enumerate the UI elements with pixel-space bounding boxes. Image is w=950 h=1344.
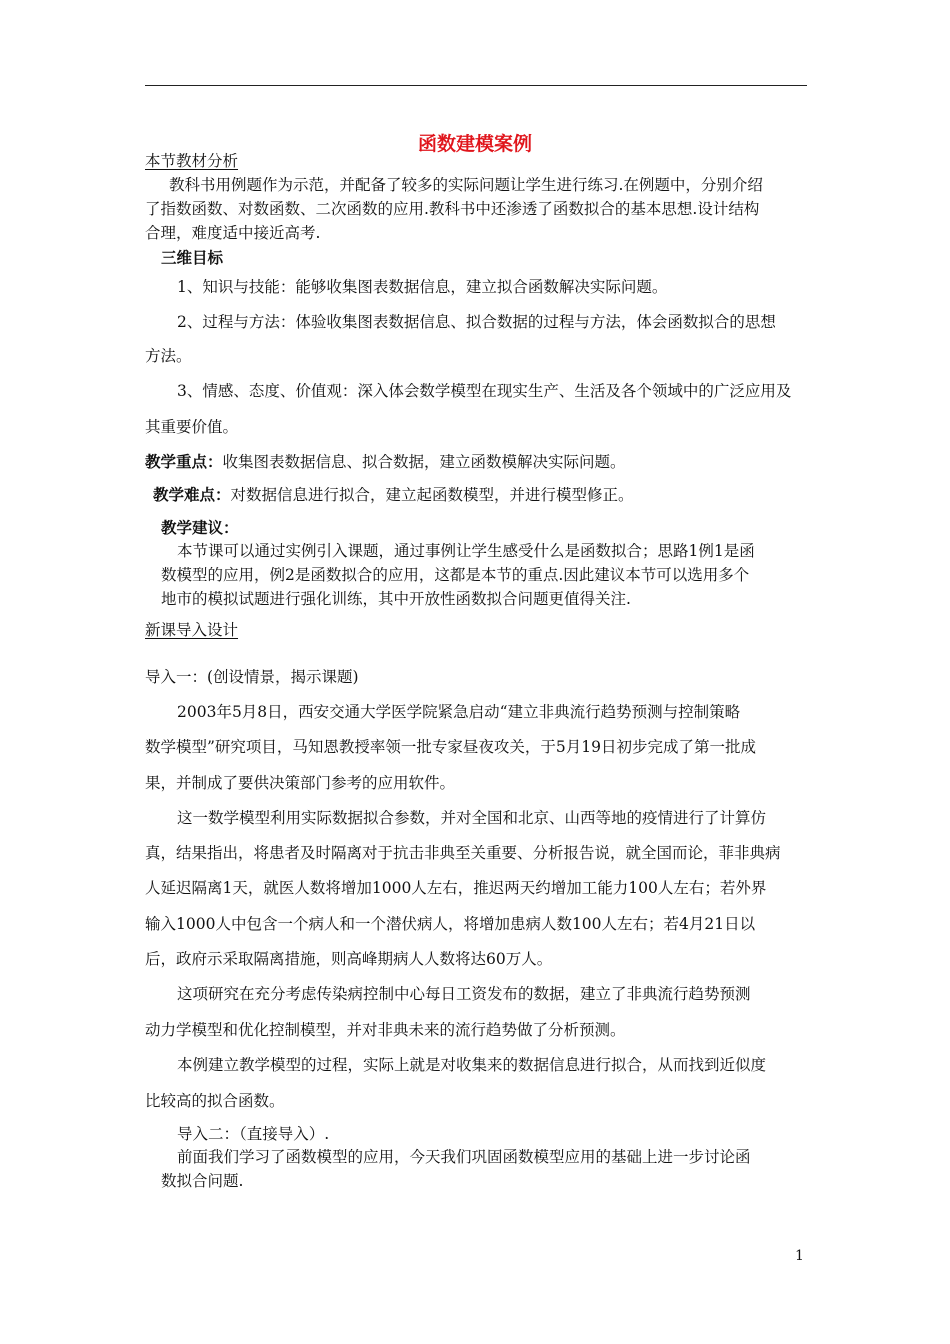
paragraph-4-line: 本例建立教学模型的过程，实际上就是对收集来的数据信息进行拟合，从而找到近似度: [177, 1056, 767, 1074]
suggestion-line: 本节课可以通过实例引入课题，通过事例让学生感受什么是函数拟合；思路1例1是函: [177, 542, 755, 560]
difficulty-text: 对数据信息进行拟合，建立起函数模型，并进行模型修正。: [230, 486, 634, 504]
analysis-line: 合理，难度适中接近高考.: [145, 224, 321, 242]
paragraph-1-line: 2003年5月8日，西安交通大学医学院紧急启动“建立非典流行趋势预测与控制策略: [177, 703, 741, 721]
analysis-line: 教科书用例题作为示范，并配备了较多的实际问题让学生进行练习.在例题中，分别介绍: [169, 176, 763, 194]
section-heading-intro: 新课导入设计: [145, 621, 239, 639]
paragraph-2-line: 输入1000人中包含一个病人和一个潜伏病人，将增加患病人数100人左右；若4月21日以: [145, 915, 756, 933]
goal-1: 1、知识与技能：能够收集图表数据信息，建立拟合函数解决实际问题。: [177, 278, 668, 296]
paragraph-5-line: 前面我们学习了函数模型的应用，今天我们巩固函数模型应用的基础上进一步讨论函: [177, 1148, 751, 1166]
goal-3-line: 3、情感、态度、价值观：深入体会数学模型在现实生产、生活及各个领域中的广泛应用及: [177, 382, 792, 400]
paragraph-3-line: 动力学模型和优化控制模型，并对非典未来的流行趋势做了分析预测。: [145, 1021, 626, 1039]
paragraph-4-line: 比较高的拟合函数。: [145, 1092, 285, 1110]
paragraph-2-line: 这一数学模型利用实际数据拟合参数，并对全国和北京、山西等地的疫情进行了计算仿: [177, 809, 767, 827]
key-text: 收集图表数据信息、拟合数据，建立函数模解决实际问题。: [222, 453, 626, 471]
intro-1-heading: 导入一：(创设情景，揭示课题): [145, 668, 359, 686]
suggestion-line: 数模型的应用，例2是函数拟合的应用，这都是本节的重点.因此建议本节可以选用多个: [161, 566, 750, 584]
key-label: 教学重点：: [145, 452, 223, 471]
paragraph-3-line: 这项研究在充分考虑传染病控制中心每日工资发布的数据，建立了非典流行趋势预测: [177, 985, 751, 1003]
suggestion-line: 地市的模拟试题进行强化训练，其中开放性函数拟合问题更值得关注.: [161, 590, 631, 608]
page-title: 函数建模案例: [417, 133, 532, 155]
page-number: 1: [795, 1248, 804, 1264]
difficulty-label: 教学难点：: [153, 485, 231, 504]
paragraph-5-line: 数拟合问题.: [161, 1172, 244, 1190]
header-rule: [145, 85, 807, 86]
paragraph-1-line: 果，并制成了要供决策部门参考的应用软件。: [145, 774, 456, 792]
teaching-difficulty: [153, 484, 634, 506]
paragraph-2-line: 后，政府示采取隔离措施，则高峰期病人人数将达60万人。: [145, 950, 553, 968]
teaching-key-point: [145, 451, 626, 473]
intro-2-heading: 导入二：（直接导入）.: [177, 1125, 330, 1143]
paragraph-2-line: 真，结果指出，将患者及时隔离对于抗击非典至关重要、分析报告说，就全国而论，菲非典病: [145, 844, 781, 862]
section-heading-analysis: 本节教材分析: [145, 152, 239, 170]
goal-3-line: 其重要价值。: [145, 418, 239, 436]
goal-2-line: 方法。: [145, 347, 192, 365]
goal-2-line: 2、过程与方法：体验收集图表数据信息、拟合数据的过程与方法，体会函数拟合的思想: [177, 313, 776, 331]
suggestion-heading: 教学建议：: [161, 518, 239, 537]
analysis-line: 了指数函数、对数函数、二次函数的应用.教科书中还渗透了函数拟合的基本思想.设计结构: [145, 200, 760, 218]
goals-heading: 三维目标: [161, 248, 224, 267]
paragraph-1-line: 数学模型”研究项目，马知恩教授率领一批专家昼夜攻关，于5月19日初步完成了第一批成: [145, 738, 757, 756]
paragraph-2-line: 人延迟隔离1天，就医人数将增加1000人左右，推迟两天约增加工能力100人左右；若外界: [145, 879, 767, 897]
